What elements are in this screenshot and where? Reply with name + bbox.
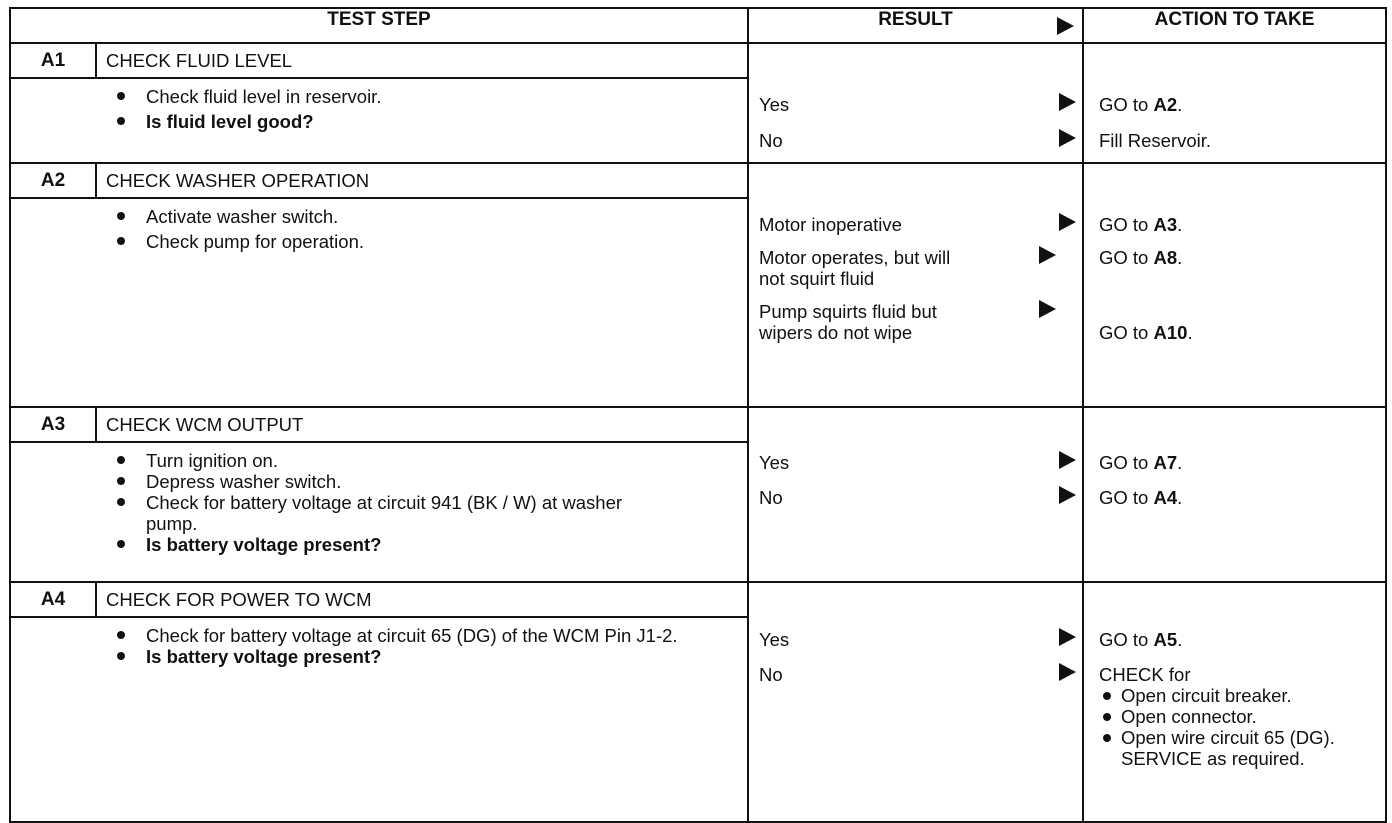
result-line [749,442,1082,473]
step-id: A2 [10,163,96,198]
action-cell [1083,617,1386,822]
result-cell [748,78,1083,163]
step-id: A3 [10,407,96,442]
result-text: Pump squirts fluid but wipers do not wipe [759,301,937,343]
action-line: GO to A7. [1099,452,1183,473]
result-text: No [759,487,783,508]
step-bullet: Check for battery voltage at circuit 941 (BK / W) at washer pump. [104,492,669,534]
result-line [749,473,1082,508]
step-body [96,442,748,582]
header-result-label: RESULT [878,9,953,30]
right-arrow-icon [1059,486,1076,504]
check-item: Open wire circuit 65 (DG). SERVICE as required. [1099,727,1379,769]
step-title: CHECK WASHER OPERATION [96,163,748,198]
step-title: CHECK FOR POWER TO WCM [96,582,748,617]
right-arrow-icon [1059,628,1076,646]
action-line: GO to A3. [1099,214,1183,235]
step-bullet: Activate washer switch. [104,206,739,227]
result-line [749,289,1017,343]
result-line [749,78,1082,115]
action-line: GO to A4. [1099,487,1183,508]
action-line: GO to A10. [1099,322,1193,343]
check-item: Open circuit breaker. [1099,685,1379,706]
step-bullet: Check fluid level in reservoir. [104,86,739,107]
result-text: No [759,664,783,685]
action-line: Fill Reservoir. [1099,130,1212,151]
right-arrow-icon [1059,451,1076,469]
header-result [748,8,1083,43]
step-bullet: Check pump for operation. [104,231,739,252]
action-line: GO to A2. [1099,94,1183,115]
step-id: A4 [10,582,96,617]
right-arrow-icon [1059,93,1076,111]
result-cell [748,442,1083,582]
step-body [96,198,748,407]
step-bullet: Turn ignition on. [104,450,669,471]
right-arrow-icon [1059,213,1076,231]
right-arrow-icon [1039,246,1056,264]
result-text: Motor operates, but will not squirt fluid [759,247,951,289]
action-cell [1083,442,1386,582]
result-text: No [759,130,783,151]
result-text: Yes [759,629,790,650]
result-line [749,235,1017,289]
header-action: ACTION TO TAKE [1083,8,1386,43]
result-line [749,650,1082,685]
action-line: GO to A5. [1099,629,1183,650]
result-text: Yes [759,94,790,115]
header-test-step: TEST STEP [10,8,748,43]
result-line [749,617,1082,650]
right-arrow-icon [1059,663,1076,681]
action-cell [1083,198,1386,407]
action-line [1084,650,1385,769]
right-arrow-icon [1059,129,1076,147]
step-id: A1 [10,43,96,78]
diagnostic-table-sheet [9,7,1385,809]
action-line: GO to A8. [1099,247,1183,268]
step-question: Is battery voltage present? [104,646,689,667]
step-bullet: Depress washer switch. [104,471,669,492]
step-title: CHECK FLUID LEVEL [96,43,748,78]
check-list [1099,685,1379,769]
step-bullet: Check for battery voltage at circuit 65 (DG) of the WCM Pin J1-2. [104,625,689,646]
diagnostic-table [9,7,1387,823]
right-arrow-icon [1057,17,1074,35]
step-body [96,78,748,163]
check-item: Open connector. [1099,706,1379,727]
result-text: Yes [759,452,790,473]
action-text: CHECK for [1099,664,1191,685]
result-line [749,115,1082,151]
result-cell [748,617,1083,822]
step-title: CHECK WCM OUTPUT [96,407,748,442]
result-cell [748,198,1083,407]
step-question: Is battery voltage present? [104,534,669,555]
action-cell [1083,78,1386,163]
result-text: Motor inoperative [759,214,902,235]
result-line [749,198,1082,235]
step-question: Is fluid level good? [104,111,739,132]
right-arrow-icon [1039,300,1056,318]
step-body [96,617,748,822]
